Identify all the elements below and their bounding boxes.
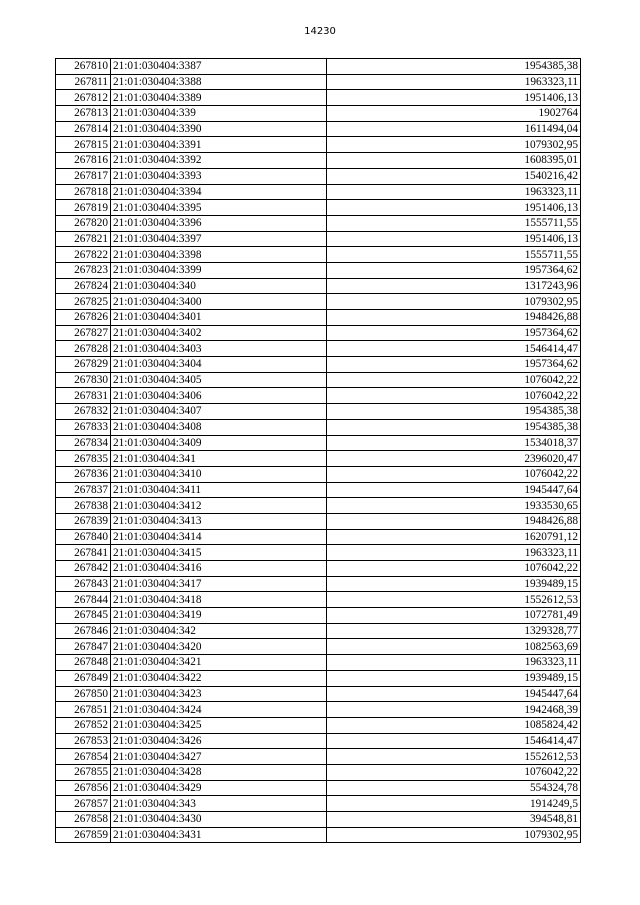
cadastral-number-cell: 21:01:030404:3411: [111, 482, 327, 498]
table-row: [56, 592, 581, 608]
cadastral-number-cell: 21:01:030404:3395: [111, 200, 327, 216]
row-number-cell: 267833: [56, 419, 111, 435]
table-row: [56, 215, 581, 231]
row-number-cell: 267856: [56, 780, 111, 796]
cadastral-number-cell: 21:01:030404:3419: [111, 608, 327, 624]
row-number-cell: 267848: [56, 655, 111, 671]
cadastral-value-cell: 1555711,55: [327, 247, 581, 263]
cadastral-value-cell: 1085824,42: [327, 717, 581, 733]
cadastral-value-cell: 1951406,13: [327, 231, 581, 247]
row-number-cell: 267835: [56, 451, 111, 467]
cadastral-number-cell: 21:01:030404:3427: [111, 749, 327, 765]
row-number-cell: 267834: [56, 435, 111, 451]
row-number-cell: 267830: [56, 372, 111, 388]
cadastral-value-cell: 1552612,53: [327, 749, 581, 765]
table-row: [56, 59, 581, 75]
cadastral-number-cell: 21:01:030404:3400: [111, 294, 327, 310]
cadastral-number-cell: 21:01:030404:3407: [111, 404, 327, 420]
cadastral-value-cell: 1555711,55: [327, 215, 581, 231]
row-number-cell: 267851: [56, 702, 111, 718]
cadastral-number-cell: 21:01:030404:3424: [111, 702, 327, 718]
cadastral-value-cell: 1534018,37: [327, 435, 581, 451]
row-number-cell: 267843: [56, 576, 111, 592]
cadastral-value-cell: 1914249,5: [327, 796, 581, 812]
cadastral-value-cell: 1951406,13: [327, 90, 581, 106]
cadastral-value-cell: 1902764: [327, 106, 581, 122]
cadastral-value-cell: 1963323,11: [327, 655, 581, 671]
table-row: [56, 655, 581, 671]
row-number-cell: 267850: [56, 686, 111, 702]
cadastral-value-cell: 1072781,49: [327, 608, 581, 624]
cadastral-number-cell: 21:01:030404:3394: [111, 184, 327, 200]
table-row: [56, 608, 581, 624]
row-number-cell: 267842: [56, 561, 111, 577]
row-number-cell: 267849: [56, 670, 111, 686]
cadastral-number-cell: 21:01:030404:3397: [111, 231, 327, 247]
row-number-cell: 267814: [56, 121, 111, 137]
cadastral-number-cell: 21:01:030404:3402: [111, 325, 327, 341]
table-row: [56, 529, 581, 545]
cadastral-number-cell: 21:01:030404:3421: [111, 655, 327, 671]
cadastral-number-cell: 21:01:030404:3388: [111, 74, 327, 90]
cadastral-value-cell: 1076042,22: [327, 388, 581, 404]
table-row: [56, 74, 581, 90]
table-row: [56, 310, 581, 326]
table-row: [56, 357, 581, 373]
cadastral-number-cell: 21:01:030404:3409: [111, 435, 327, 451]
table-row: [56, 90, 581, 106]
cadastral-value-cell: 1963323,11: [327, 545, 581, 561]
table-row: [56, 749, 581, 765]
cadastral-value-cell: 1963323,11: [327, 74, 581, 90]
row-number-cell: 267828: [56, 341, 111, 357]
table-row: [56, 498, 581, 514]
row-number-cell: 267846: [56, 623, 111, 639]
table-row: [56, 545, 581, 561]
table-row: [56, 121, 581, 137]
cadastral-number-cell: 21:01:030404:3428: [111, 764, 327, 780]
table-row: [56, 106, 581, 122]
cadastral-number-cell: 21:01:030404:3390: [111, 121, 327, 137]
row-number-cell: 267837: [56, 482, 111, 498]
registry-table: [55, 58, 581, 843]
cadastral-value-cell: 1945447,64: [327, 686, 581, 702]
table-row: [56, 153, 581, 169]
row-number-cell: 267827: [56, 325, 111, 341]
cadastral-number-cell: 21:01:030404:3412: [111, 498, 327, 514]
cadastral-value-cell: 1954385,38: [327, 404, 581, 420]
cadastral-value-cell: 1552612,53: [327, 592, 581, 608]
cadastral-value-cell: 1957364,62: [327, 262, 581, 278]
table-row: [56, 812, 581, 828]
cadastral-number-cell: 21:01:030404:3389: [111, 90, 327, 106]
cadastral-number-cell: 21:01:030404:3414: [111, 529, 327, 545]
cadastral-number-cell: 21:01:030404:3415: [111, 545, 327, 561]
cadastral-value-cell: 1939489,15: [327, 670, 581, 686]
table-row: [56, 404, 581, 420]
row-number-cell: 267812: [56, 90, 111, 106]
cadastral-value-cell: 1329328,77: [327, 623, 581, 639]
table-row: [56, 623, 581, 639]
row-number-cell: 267845: [56, 608, 111, 624]
cadastral-value-cell: 394548,81: [327, 812, 581, 828]
cadastral-number-cell: 21:01:030404:3387: [111, 59, 327, 75]
table-row: [56, 780, 581, 796]
cadastral-number-cell: 21:01:030404:339: [111, 106, 327, 122]
row-number-cell: 267817: [56, 168, 111, 184]
cadastral-number-cell: 21:01:030404:343: [111, 796, 327, 812]
table-row: [56, 639, 581, 655]
cadastral-value-cell: 1076042,22: [327, 764, 581, 780]
row-number-cell: 267852: [56, 717, 111, 733]
row-number-cell: 267811: [56, 74, 111, 90]
table-row: [56, 200, 581, 216]
table-row: [56, 733, 581, 749]
row-number-cell: 267820: [56, 215, 111, 231]
table-row: [56, 702, 581, 718]
cadastral-number-cell: 21:01:030404:3425: [111, 717, 327, 733]
row-number-cell: 267818: [56, 184, 111, 200]
cadastral-value-cell: 1546414,47: [327, 733, 581, 749]
row-number-cell: 267831: [56, 388, 111, 404]
cadastral-value-cell: 1948426,88: [327, 310, 581, 326]
table-row: [56, 278, 581, 294]
row-number-cell: 267838: [56, 498, 111, 514]
table-row: [56, 466, 581, 482]
table-row: [56, 231, 581, 247]
registry-table-body: [56, 59, 581, 843]
cadastral-value-cell: 1957364,62: [327, 357, 581, 373]
cadastral-number-cell: 21:01:030404:3429: [111, 780, 327, 796]
table-row: [56, 796, 581, 812]
cadastral-number-cell: 21:01:030404:3406: [111, 388, 327, 404]
row-number-cell: 267855: [56, 764, 111, 780]
page-number: 14230: [304, 26, 336, 37]
cadastral-value-cell: 1546414,47: [327, 341, 581, 357]
cadastral-number-cell: 21:01:030404:340: [111, 278, 327, 294]
row-number-cell: 267841: [56, 545, 111, 561]
row-number-cell: 267836: [56, 466, 111, 482]
cadastral-value-cell: 1951406,13: [327, 200, 581, 216]
row-number-cell: 267819: [56, 200, 111, 216]
cadastral-value-cell: 1611494,04: [327, 121, 581, 137]
table-row: [56, 262, 581, 278]
table-row: [56, 576, 581, 592]
row-number-cell: 267825: [56, 294, 111, 310]
row-number-cell: 267847: [56, 639, 111, 655]
cadastral-number-cell: 21:01:030404:3431: [111, 827, 327, 843]
cadastral-value-cell: 1608395,01: [327, 153, 581, 169]
row-number-cell: 267832: [56, 404, 111, 420]
cadastral-number-cell: 21:01:030404:3392: [111, 153, 327, 169]
row-number-cell: 267857: [56, 796, 111, 812]
table-row: [56, 247, 581, 263]
row-number-cell: 267810: [56, 59, 111, 75]
cadastral-value-cell: 1079302,95: [327, 294, 581, 310]
table-row: [56, 137, 581, 153]
row-number-cell: 267844: [56, 592, 111, 608]
cadastral-value-cell: 1082563,69: [327, 639, 581, 655]
row-number-cell: 267821: [56, 231, 111, 247]
table-row: [56, 325, 581, 341]
table-row: [56, 686, 581, 702]
cadastral-value-cell: 1079302,95: [327, 827, 581, 843]
cadastral-number-cell: 21:01:030404:3393: [111, 168, 327, 184]
cadastral-value-cell: 1540216,42: [327, 168, 581, 184]
cadastral-value-cell: 1317243,96: [327, 278, 581, 294]
cadastral-value-cell: 1957364,62: [327, 325, 581, 341]
table-row: [56, 294, 581, 310]
table-row: [56, 827, 581, 843]
row-number-cell: 267816: [56, 153, 111, 169]
row-number-cell: 267858: [56, 812, 111, 828]
cadastral-value-cell: 1948426,88: [327, 513, 581, 529]
cadastral-number-cell: 21:01:030404:3403: [111, 341, 327, 357]
row-number-cell: 267824: [56, 278, 111, 294]
cadastral-number-cell: 21:01:030404:3420: [111, 639, 327, 655]
cadastral-number-cell: 21:01:030404:3416: [111, 561, 327, 577]
row-number-cell: 267823: [56, 262, 111, 278]
cadastral-value-cell: 1076042,22: [327, 466, 581, 482]
table-row: [56, 764, 581, 780]
cadastral-number-cell: 21:01:030404:3413: [111, 513, 327, 529]
table-row: [56, 513, 581, 529]
cadastral-value-cell: 2396020,47: [327, 451, 581, 467]
row-number-cell: 267815: [56, 137, 111, 153]
table-row: [56, 435, 581, 451]
cadastral-number-cell: 21:01:030404:3417: [111, 576, 327, 592]
cadastral-value-cell: 1079302,95: [327, 137, 581, 153]
cadastral-number-cell: 21:01:030404:3404: [111, 357, 327, 373]
cadastral-value-cell: 1942468,39: [327, 702, 581, 718]
cadastral-number-cell: 21:01:030404:3430: [111, 812, 327, 828]
cadastral-number-cell: 21:01:030404:3408: [111, 419, 327, 435]
cadastral-value-cell: 1963323,11: [327, 184, 581, 200]
row-number-cell: 267839: [56, 513, 111, 529]
cadastral-value-cell: 1076042,22: [327, 372, 581, 388]
cadastral-number-cell: 21:01:030404:3418: [111, 592, 327, 608]
table-row: [56, 561, 581, 577]
row-number-cell: 267822: [56, 247, 111, 263]
row-number-cell: 267854: [56, 749, 111, 765]
table-row: [56, 388, 581, 404]
table-row: [56, 184, 581, 200]
table-row: [56, 168, 581, 184]
cadastral-value-cell: 1954385,38: [327, 419, 581, 435]
cadastral-number-cell: 21:01:030404:3391: [111, 137, 327, 153]
cadastral-number-cell: 21:01:030404:3426: [111, 733, 327, 749]
cadastral-number-cell: 21:01:030404:3401: [111, 310, 327, 326]
row-number-cell: 267853: [56, 733, 111, 749]
table-row: [56, 670, 581, 686]
table-row: [56, 419, 581, 435]
cadastral-number-cell: 21:01:030404:3399: [111, 262, 327, 278]
row-number-cell: 267829: [56, 357, 111, 373]
cadastral-number-cell: 21:01:030404:3410: [111, 466, 327, 482]
cadastral-number-cell: 21:01:030404:3396: [111, 215, 327, 231]
cadastral-value-cell: 1954385,38: [327, 59, 581, 75]
cadastral-number-cell: 21:01:030404:3422: [111, 670, 327, 686]
cadastral-value-cell: 1939489,15: [327, 576, 581, 592]
cadastral-value-cell: 1945447,64: [327, 482, 581, 498]
table-row: [56, 372, 581, 388]
cadastral-number-cell: 21:01:030404:3398: [111, 247, 327, 263]
cadastral-value-cell: 554324,78: [327, 780, 581, 796]
table-row: [56, 482, 581, 498]
cadastral-number-cell: 21:01:030404:341: [111, 451, 327, 467]
cadastral-number-cell: 21:01:030404:342: [111, 623, 327, 639]
cadastral-value-cell: 1933530,65: [327, 498, 581, 514]
table-row: [56, 451, 581, 467]
row-number-cell: 267826: [56, 310, 111, 326]
row-number-cell: 267840: [56, 529, 111, 545]
cadastral-number-cell: 21:01:030404:3405: [111, 372, 327, 388]
cadastral-value-cell: 1076042,22: [327, 561, 581, 577]
row-number-cell: 267859: [56, 827, 111, 843]
row-number-cell: 267813: [56, 106, 111, 122]
table-row: [56, 717, 581, 733]
table-row: [56, 341, 581, 357]
cadastral-number-cell: 21:01:030404:3423: [111, 686, 327, 702]
cadastral-value-cell: 1620791,12: [327, 529, 581, 545]
